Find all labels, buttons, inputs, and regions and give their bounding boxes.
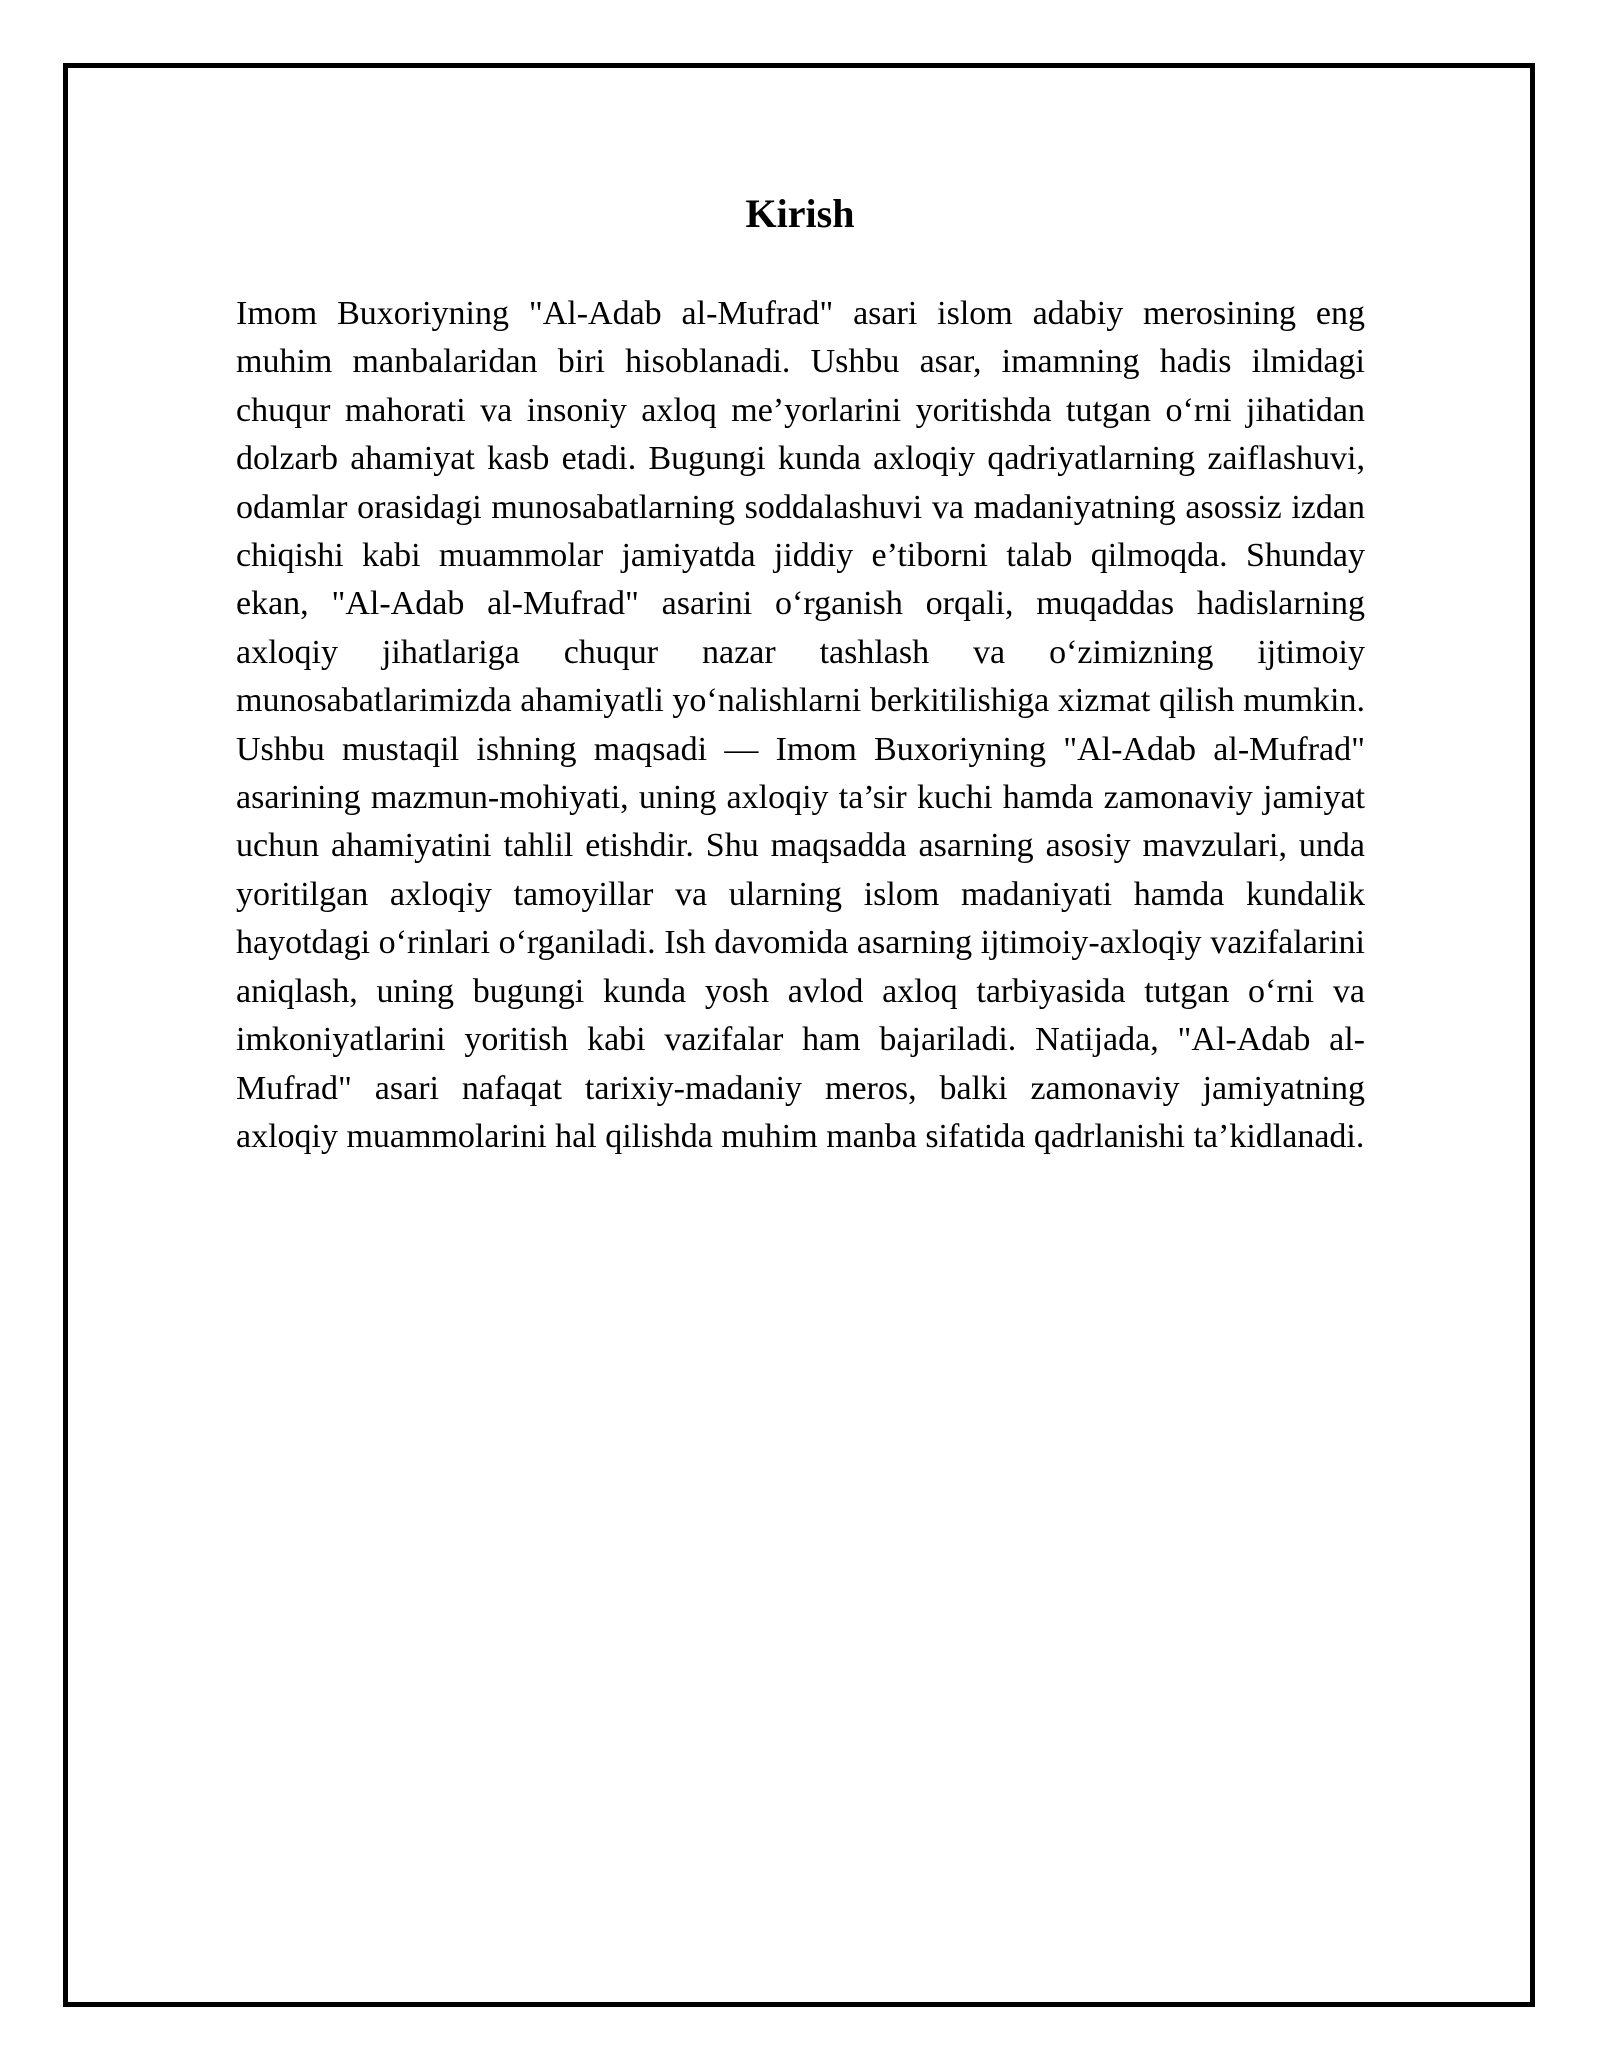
section-heading: Kirish [745, 191, 855, 236]
body-paragraph: Imom Buxoriyning "Al-Adab al-Mufrad" asari islom adabiy merosining eng muhim manbalaridan biri hisoblanadi. Ushbu asar, imamning hadis ilmidagi chuqur mahorati va insoniy axloq me’yorlarini yoritishda tutgan o‘rni jihatidan dolzarb ahamiyat kasb etadi. Bugungi kunda axloqiy qadriyatlarning zaiflashuvi, odamlar orasidagi munosabatlarning soddalashuvi va madaniyatning asossiz izdan chiqishi kabi muammolar jamiyatda jiddiy e’tiborni talab qilmoqda. Shunday ekan, "Al-Adab al-Mufrad" asarini o‘rganish orqali, muqaddas hadislarning axloqiy jihatlariga chuqur nazar tashlash va o‘zimizning ijtimoiy munosabatlarimizda ahamiyatli yo‘nalishlarni berkitilishiga xizmat qilish mumkin. Ushbu mustaqil ishning maqsadi — Imom Buxoriyning "Al-Adab al-Mufrad" asarining mazmun-mohiyati, uning axloqiy ta’sir kuchi hamda zamonaviy jamiyat uchun ahamiyatini tahlil etishdir. Shu maqsadda asarning asosiy mavzulari, unda yoritilgan axloqiy tamoyillar va ularning islom madaniyati hamda kundalik hayotdagi o‘rinlari o‘rganiladi. Ish davomida asarning ijtimoiy-axloqiy vazifalarini aniqlash, uning bugungi kunda yosh avlod axloq tarbiyasida tutgan o‘rni va imkoniyatlarini yoritish kabi vazifalar ham bajariladi. Natijada, "Al-Adab al-Mufrad" asari nafaqat tarixiy-madaniy meros, balki zamonaviy jamiyatning axloqiy muammolarini hal qilishda muhim manba sifatida qadrlanishi ta’kidlanadi. [236, 295, 1365, 1155]
